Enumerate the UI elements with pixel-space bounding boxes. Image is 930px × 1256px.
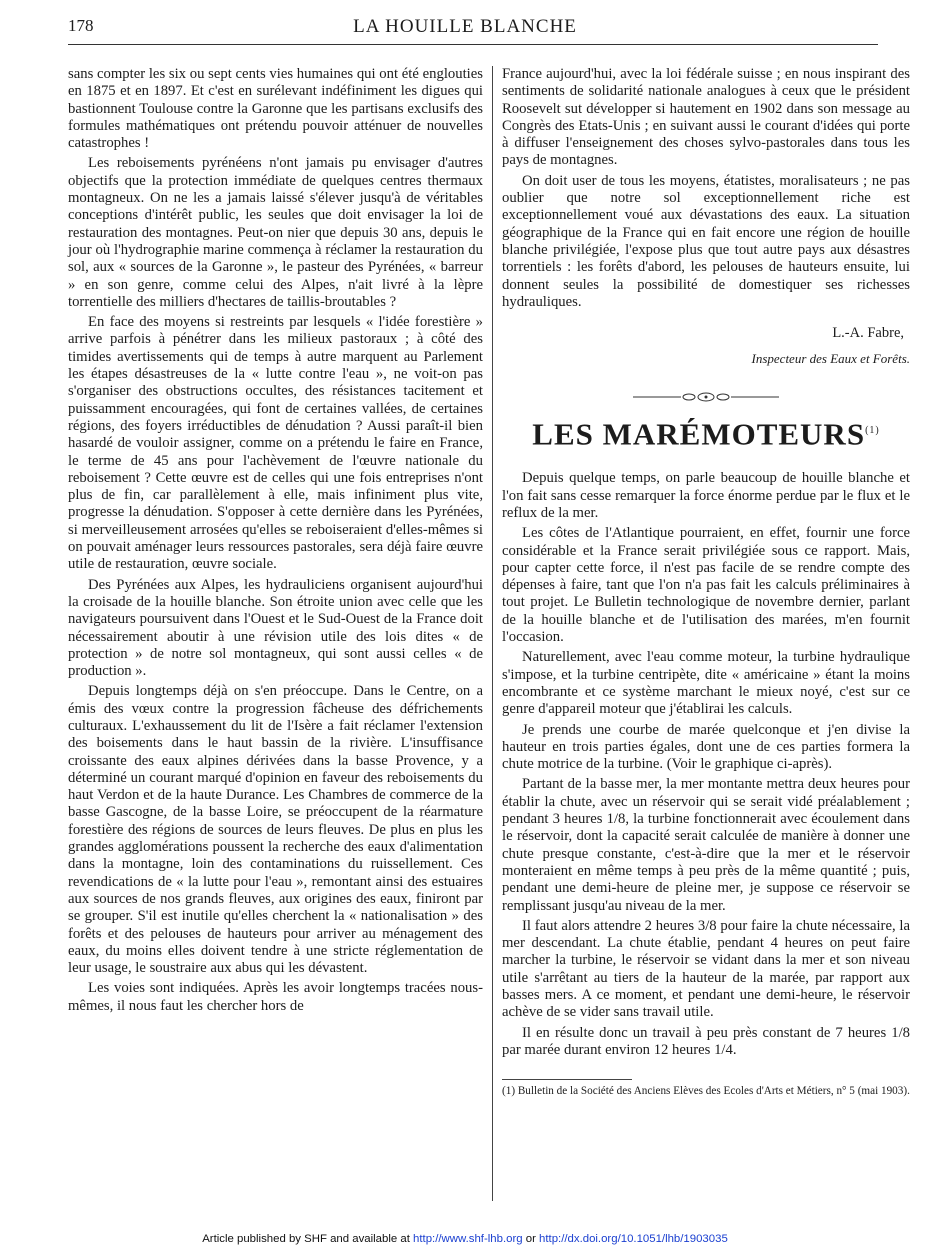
paragraph: Depuis longtemps déjà on s'en préoccupe. Dans le Centre, on a émis des vœux contre la progression fâcheuse des défrichements culturaux. L'exhaussement du lit de l'Isère a fait réclamer l'extension des boisements dans le haut bassin de la rivière. L'insuffisance croissante des eaux alpines dérivées dans la basse Provence, y a déterminé un courant marqué d'opinion en faveur des reboisements du haut Verdon et de la haute Durance. Les Chambres de commerce de la basse Gascogne, de la basse Loire, se préoccupent de la réarmature forestière des régions de sources de leurs fleuves. De plus en plus les grandes agglomérations poussent la recherche des eaux d'alimentation dans la montagne, loin des contaminations du ruissellement. Ces revendications de « la lutte pour l'eau », remontant ainsi des estuaires aux sources de nos grands fleuves, aux origines des eaux, finiront par se grouper. S'il est inutile qu'elles cherchent la « nationalisation » des forêts et des pelouses de hauteurs pour arriver au ménagement des eaux, du moins elles doivent tendre à une stricte réglementation de leur usage, le soustraire aux abus qui les dévastent. (68, 683, 483, 977)
paragraph: Il en résulte donc un travail à peu près constant de 7 heures 1/8 par marée durant environ 12 heures 1/4. (502, 1024, 910, 1058)
paragraph: sans compter les six ou sept cents vies humaines qui ont été englouties en 1875 et en 1897. Et c'est en surélevant indéfiniment les digues qui bastionnent Toulouse contre la Garonne que les partisans exclusifs des formules mathématiques ont prétendu pouvoir atténuer de nouvelles catastrophes ! (68, 66, 483, 152)
article-title-text: LES MARÉMOTEURS (532, 416, 866, 452)
author-signature: L.-A. Fabre, (832, 325, 904, 342)
article-title (502, 416, 910, 452)
header-rule (68, 44, 878, 45)
credit-prefix: Article published by SHF and available at (202, 1233, 414, 1245)
footnote-rule (502, 1079, 632, 1080)
publisher-credit (0, 1233, 930, 1245)
column-divider (492, 66, 493, 1201)
running-title: LA HOUILLE BLANCHE (353, 16, 577, 37)
paragraph: France aujourd'hui, avec la loi fédérale suisse ; en nous inspirant des sentiments de solidarité nationale analogues à ceux que le président Roosevelt sut développer si hautement en 1902 dans son message au Congrès des Etats-Unis ; en suivant aussi le courant d'idées qui porte à diffuser l'enseignement des choses sylvo-pastorales dans tous les pays de montagnes. (502, 66, 910, 169)
footnote: (1) Bulletin de la Société des Anciens Elèves des Ecoles d'Arts et Métiers, n° 5 (mai 1903). (502, 1085, 910, 1098)
paragraph: Les voies sont indiquées. Après les avoir longtemps tracées nous-mêmes, il nous faut les chercher hors de (68, 980, 483, 1014)
author-title: Inspecteur des Eaux et Forêts. (751, 351, 910, 367)
paragraph: Je prends une courbe de marée quelconque et j'en divise la hauteur en trois parties égales, dont une de ces parties formera la chute motrice de la turbine. (Voir le graphique ci-après). (502, 721, 910, 773)
paragraph: Naturellement, avec l'eau comme moteur, la turbine hydraulique s'impose, et la turbine centripète, dite « américaine » étant la moins encombrante et ce système marchant le mieux noyé, c'est sur ce genre d'appareil moteur que j'établirai les calculs. (502, 649, 910, 718)
shf-link[interactable]: http://www.shf-lhb.org (413, 1233, 523, 1245)
paragraph: En face des moyens si restreints par lesquels « l'idée forestière » arrive parfois à pénétrer dans les milieux pastoraux ; à côté des timides avertissements qui de temps à autre marquent au Parlement les étapes désastreuses de la « lutte contre l'eau », ne voit-on pas s'organiser des obstructions occultes, des résistances tacitement et puissamment encouragées, qui font de certaines vallées, de certaines régions, des foyers irréductibles de dénudation ? Aussi paraît-il bien hasardé de vouloir assigner, comme on a prétendu le faire en France, le terme de 45 ans pour l'achèvement de l'œuvre nationale du reboisement ? Cette œuvre est de celles qui une fois entreprises n'ont plus de fin, car parallèlement à elle, mais infiniment plus vite, progresse la dénudation. S'opposer à cette dernière dans les Pyrénées, si merveilleusement arrosées qu'elles se reboiseraient d'elles-mêmes si on pouvait aménager leurs ressources pastorales, sera déjà faire œuvre utile de restauration, œuvre sociale. (68, 314, 483, 573)
ornament-divider (502, 390, 910, 404)
credit-middle: or (522, 1233, 540, 1245)
footnote-marker: (1) (865, 424, 880, 436)
paragraph: Les reboisements pyrénéens n'ont jamais pu envisager d'autres objectifs que la protection immédiate de quelques centres thermaux montagneux. On ne les a jamais laissé s'élever jusqu'à de véritables conceptions d'intérêt public, les seules que doit envisager la loi de restauration des montagnes. Peut-on nier que depuis 30 ans, depuis le jour où l'hydrographie marine commença à réclamer la restauration du sol, aux « sources de la Garonne », le pasteur des Pyrénées, « barreur » en son genre, comme celui des Alpes, n'ait livré à la lèpre torrentielle des milliers d'hectares de taillis-broutables ? (68, 155, 483, 310)
paragraph: On doit user de tous les moyens, étatistes, moralisateurs ; ne pas oublier que notre sol exceptionnellement riche est exceptionnellement voué aux dévastations des eaux. La situation géographique de la France qui en fait encore une région de houille blanche privilégiée, l'expose plus que tout autre pays aux désastres torrentiels : les forêts d'abord, les pelouses de hauteurs ensuite, lui donnent seules la possibilité de domestiquer ses richesses hydrauliques. (502, 172, 910, 310)
left-column (68, 66, 483, 1018)
paragraph: Partant de la basse mer, la mer montante mettra deux heures pour établir la chute, avec un réservoir qui se serait vidé préalablement ; pendant 3 heures 1/8, la turbine fonctionnerait avec écoulement dans le réservoir, dont la capacité serait calculée de manière à donner une chute presque constante, c'est-à-dire que la mer et le réservoir monteraient en même temps à peu près de la même quantité ; puis, pendant une demi-heure de pleine mer, je suppose ce réservoir se remplissant jusqu'au niveau de la mer. (502, 776, 910, 914)
page-number: 178 (68, 16, 94, 35)
doi-link[interactable]: http://dx.doi.org/10.1051/lhb/1903035 (539, 1233, 728, 1245)
paragraph: Depuis quelque temps, on parle beaucoup de houille blanche et l'on fait sans cesse remarquer la force énorme perdue par le flux et le reflux de la mer. (502, 470, 910, 521)
right-column (502, 66, 910, 1098)
paragraph: Des Pyrénées aux Alpes, les hydrauliciens organisent aujourd'hui la croisade de la houille blanche. Son étroite union avec celle que les navigateurs poursuivent dans l'Ouest et le Sud-Ouest de la France doit nécessairement aboutir à une révision utile des lois dites « de protection » de notre sol montagneux, qui sont aussi celles « de production ». (68, 576, 483, 680)
paragraph: Il faut alors attendre 2 heures 3/8 pour faire la chute nécessaire, la mer descendant. La chute établie, pendant 4 heures on peut faire marcher la turbine, le réservoir se vidant dans la mer et son niveau utile s'arrêtant au tiers de la hauteur de la marée, par rapport aux basses mers. A ce moment, et pendant une demi-heure, le réservoir achève de se vider sans travail utile. (502, 917, 910, 1021)
paragraph: Les côtes de l'Atlantique pourraient, en effet, fournir une force considérable et la France serait privilégiée sous ce rapport. Mais, pour capter cette force, il n'est pas facile de se rendre compte des dépenses à faire, tant que l'on n'a pas fait les calculs préliminaires à tout projet. Le Bulletin technologique de novembre dernier, parlant de la houille blanche et de l'utilisation des marées, m'en fournit l'occasion. (502, 525, 910, 646)
